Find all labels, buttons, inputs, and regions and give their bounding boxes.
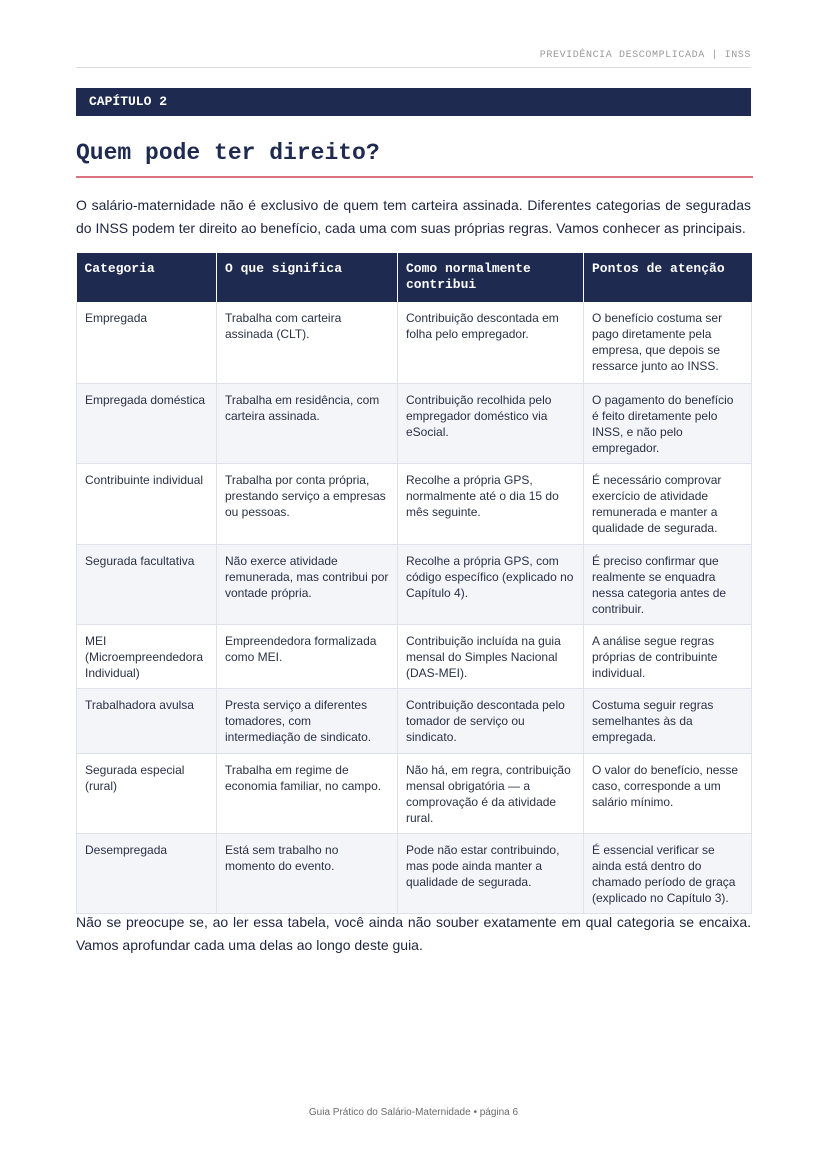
cell-contribuicao: Contribuição incluída na guia mensal do Simples Nacional (DAS-MEI). <box>398 624 584 688</box>
closing-paragraph: Não se preocupe se, ao ler essa tabela, você ainda não souber exatamente em qual categoria se encaixa. Vamos aprofundar cada uma delas ao longo deste guia. <box>76 914 751 953</box>
cell-contribuicao: Pode não estar contribuindo, mas pode ainda manter a qualidade de segurada. <box>398 833 584 913</box>
intro-paragraph: O salário-maternidade não é exclusivo de quem tem carteira assinada. Diferentes categorias de seguradas do INSS podem ter direito ao benefício, cada uma com suas próprias regras. Vamos conhecer as principais. <box>76 197 751 236</box>
cell-contribuicao: Recolhe a própria GPS, normalmente até o dia 15 do mês seguinte. <box>398 463 584 544</box>
table-row <box>77 624 752 688</box>
cell-atencao: O pagamento do benefício é feito diretamente pelo INSS, e não pelo empregador. <box>584 383 752 463</box>
cell-contribuicao: Não há, em regra, contribuição mensal obrigatória — a comprovação é da atividade rural. <box>398 753 584 833</box>
chapter-label: CAPÍTULO 2 <box>76 88 751 116</box>
title-divider <box>76 176 753 178</box>
cell-significado: Empreendedora formalizada como MEI. <box>217 624 398 688</box>
cell-categoria: Trabalhadora avulsa <box>77 688 217 753</box>
table-row <box>77 833 752 913</box>
cell-atencao: O valor do benefício, nesse caso, corresponde a um salário mínimo. <box>584 753 752 833</box>
cell-significado: Trabalha em regime de economia familiar, no campo. <box>217 753 398 833</box>
cell-significado: Presta serviço a diferentes tomadores, com intermediação de sindicato. <box>217 688 398 753</box>
cell-atencao: É essencial verificar se ainda está dentro do chamado período de graça (explicado no Capítulo 3). <box>584 833 752 913</box>
cell-contribuicao: Recolhe a própria GPS, com código específico (explicado no Capítulo 4). <box>398 544 584 624</box>
cell-categoria: MEI (Microempreendedora Individual) <box>77 624 217 688</box>
cell-contribuicao: Contribuição recolhida pelo empregador doméstico via eSocial. <box>398 383 584 463</box>
page-title: Quem pode ter direito? <box>76 140 380 166</box>
table-row <box>77 544 752 624</box>
cell-atencao: O benefício costuma ser pago diretamente pela empresa, que depois se ressarce junto ao INSS. <box>584 302 752 383</box>
header-como-contribui: Como normalmente contribui <box>398 253 584 302</box>
header-pontos-de-atencao: Pontos de atenção <box>584 253 752 302</box>
running-head: PREVIDÊNCIA DESCOMPLICADA | INSS <box>76 50 751 68</box>
page-footer: Guia Prático do Salário-Maternidade • página 6 <box>308 1107 519 1118</box>
table-row <box>77 753 752 833</box>
cell-significado: Não exerce atividade remunerada, mas contribui por vontade própria. <box>217 544 398 624</box>
cell-atencao: É necessário comprovar exercício de atividade remunerada e manter a qualidade de segurada. <box>584 463 752 544</box>
header-o-que-significa: O que significa <box>217 253 398 302</box>
cell-significado: Trabalha com carteira assinada (CLT). <box>217 302 398 383</box>
header-categoria: Categoria <box>77 253 217 302</box>
cell-categoria: Desempregada <box>77 833 217 913</box>
table-row <box>77 463 752 544</box>
table-row <box>77 302 752 383</box>
table-header-row <box>77 253 752 302</box>
cell-categoria: Segurada facultativa <box>77 544 217 624</box>
cell-contribuicao: Contribuição descontada em folha pelo empregador. <box>398 302 584 383</box>
cell-contribuicao: Contribuição descontada pelo tomador de serviço ou sindicato. <box>398 688 584 753</box>
cell-atencao: Costuma seguir regras semelhantes às da empregada. <box>584 688 752 753</box>
cell-atencao: É preciso confirmar que realmente se enquadra nessa categoria antes de contribuir. <box>584 544 752 624</box>
cell-categoria: Empregada doméstica <box>77 383 217 463</box>
cell-categoria: Segurada especial (rural) <box>77 753 217 833</box>
table-row <box>77 688 752 753</box>
table-row <box>77 383 752 463</box>
categories-table <box>76 253 752 914</box>
cell-categoria: Contribuinte individual <box>77 463 217 544</box>
cell-significado: Trabalha em residência, com carteira assinada. <box>217 383 398 463</box>
cell-categoria: Empregada <box>77 302 217 383</box>
cell-significado: Está sem trabalho no momento do evento. <box>217 833 398 913</box>
cell-atencao: A análise segue regras próprias de contribuinte individual. <box>584 624 752 688</box>
cell-significado: Trabalha por conta própria, prestando serviço a empresas ou pessoas. <box>217 463 398 544</box>
